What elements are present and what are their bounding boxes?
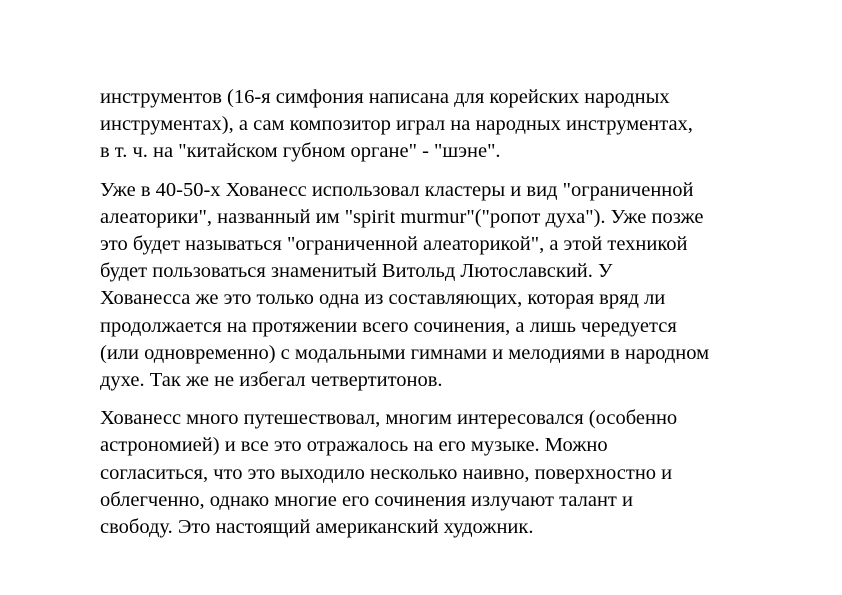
paragraph-3 xyxy=(100,405,750,541)
text-line: инструментах), а сам композитор играл на народных инструментах, xyxy=(100,113,693,136)
text-line: облегченно, однако многие его сочинения излучают талант и xyxy=(100,488,633,511)
text-line: астрономией) и все это отражалось на его музыке. Можно xyxy=(100,434,608,457)
text-line: в т. ч. на "китайском губном органе" - "шэне". xyxy=(100,140,501,163)
text-line: будет пользоваться знаменитый Витольд Лютославский. У xyxy=(100,260,613,283)
text-line: алеаторики", названный им "spirit murmur"("ропот духа"). Уже позже xyxy=(100,205,704,228)
text-line: духе. Так же не избегал четвертитонов. xyxy=(100,369,443,392)
text-line: свободу. Это настоящий американский художник. xyxy=(100,516,534,539)
text-line: это будет называться "ограниченной алеаторикой", а этой техникой xyxy=(100,233,688,256)
text-line: согласиться, что это выходило несколько наивно, поверхностно и xyxy=(100,461,673,484)
text-line: (или одновременно) с модальными гимнами и мелодиями в народном xyxy=(100,341,710,364)
document-body xyxy=(100,84,750,552)
paragraph-2 xyxy=(100,177,750,395)
text-line: Уже в 40-50-х Хованесс использовал кластеры и вид "ограниченной xyxy=(100,178,694,201)
text-line: продолжается на протяжении всего сочинения, а лишь чередуется xyxy=(100,314,677,337)
text-line: Хованесса же это только одна из составляющих, которая вряд ли xyxy=(100,287,666,310)
text-line: инструментов (16-я симфония написана для корейских народных xyxy=(100,86,670,108)
text-line: Хованесс много путешествовал, многим интересовался (особенно xyxy=(100,407,678,430)
paragraph-1 xyxy=(100,84,750,166)
